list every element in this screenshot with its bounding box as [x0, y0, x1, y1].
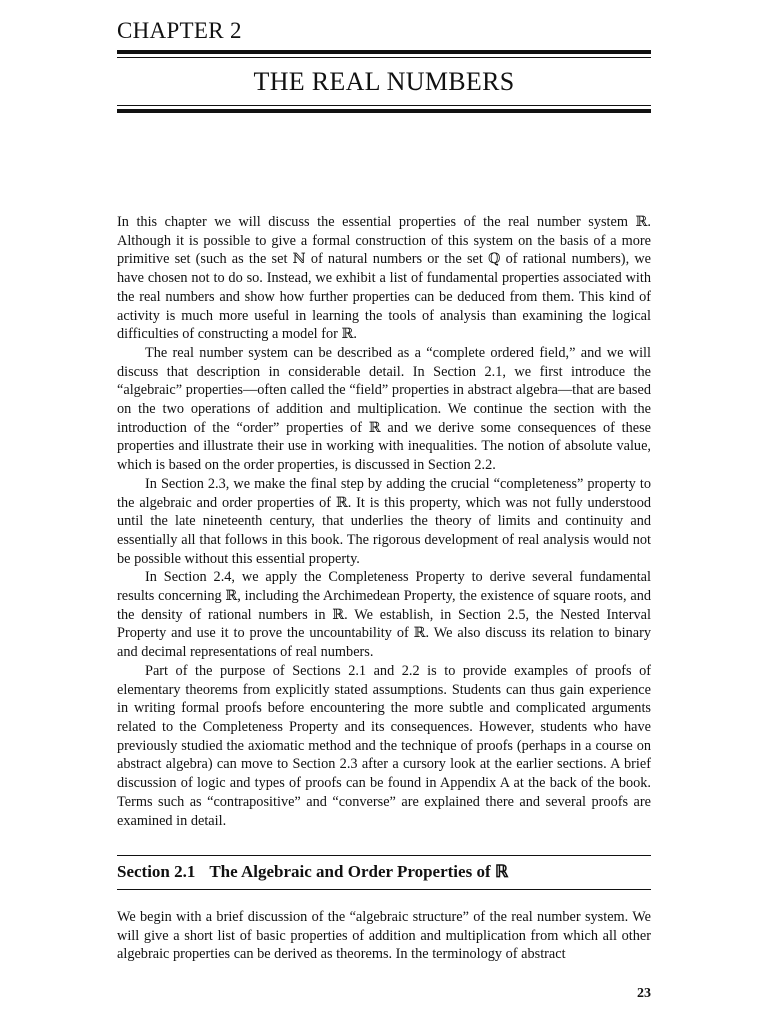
chapter-label: CHAPTER 2 [117, 18, 242, 43]
section-heading [117, 861, 651, 883]
chapter-introduction [117, 213, 651, 830]
section-body [117, 908, 651, 964]
section-rule-bottom [117, 889, 651, 890]
intro-paragraph: In Section 2.3, we make the final step by adding the crucial “completeness” property to the algebraic and order properties of ℝ. It is this property, which was not fully understood until the late nineteenth century, that underlies the theory of limits and continuity and essentially all that follows in this book. The rigorous development of real analysis would not be possible without this essential property. [117, 475, 651, 567]
intro-paragraph: In Section 2.4, we apply the Completeness Property to derive several fundamental results concerning ℝ, including the Archimedean Property, the existence of square roots, and the density of rational numbers in ℝ. We establish, in Section 2.5, the Nested Interval Property and use it to prove the uncountability of ℝ. We also discuss its relation to binary and decimal representations of real numbers. [117, 569, 651, 661]
title-rule-top-thick [117, 50, 651, 54]
title-rule-bottom-thick [117, 109, 651, 113]
intro-paragraph: In this chapter we will discuss the essential properties of the real number system ℝ. Although it is possible to give a formal construction of this system on the basis of a more primitive set (such as the set ℕ of natural numbers or the set ℚ of rational numbers), we have chosen not to do so. Instead, we exhibit a list of fundamental properties associated with the real numbers and show how further properties can be deduced from them. This kind of activity is much more useful in learning the tools of analysis than examining the logical difficulties of constructing a model for ℝ. [117, 214, 651, 343]
intro-paragraph: The real number system can be described as a “complete ordered field,” and we will discuss that description in considerable detail. In Section 2.1, we first introduce the “algebraic” properties—often called the “field” properties in abstract algebra—that are based on the two operations of addition and multiplication. We continue the section with the introduction of the “order” properties of ℝ and we derive some consequences of these properties and illustrate their use in working with inequalities. The notion of absolute value, which is based on the order properties, is discussed in Section 2.2. [117, 344, 651, 474]
chapter-title: THE REAL NUMBERS [253, 67, 515, 96]
intro-paragraph: Part of the purpose of Sections 2.1 and 2.2 is to provide examples of proofs of elementary theorems from explicitly stated assumptions. Students can thus gain experience in writing formal proofs before encountering the more subtle and complicated arguments related to the Completeness Property and its consequences. However, students who have previously studied the axiomatic method and the technique of proofs (perhaps in a course on abstract algebra) can move to Section 2.3 after a cursory look at the earlier sections. A brief discussion of logic and types of proofs can be found in Appendix A at the back of the book. Terms such as “contrapositive” and “converse” are explained there and several proofs are examined in detail. [117, 662, 651, 829]
section-number: Section 2.1 [117, 862, 196, 881]
section-rule-top [117, 855, 651, 856]
title-rule-top-thin [117, 57, 651, 58]
title-rule-bottom-thin [117, 105, 651, 106]
section-title: The Algebraic and Order Properties of ℝ [209, 862, 509, 881]
page-number: 23 [637, 986, 651, 1001]
section-paragraph: We begin with a brief discussion of the “algebraic structure” of the real number system. We will give a short list of basic properties of addition and multiplication from which all other algebraic properties can be derived as theorems. In the terminology of abstract [117, 909, 651, 963]
